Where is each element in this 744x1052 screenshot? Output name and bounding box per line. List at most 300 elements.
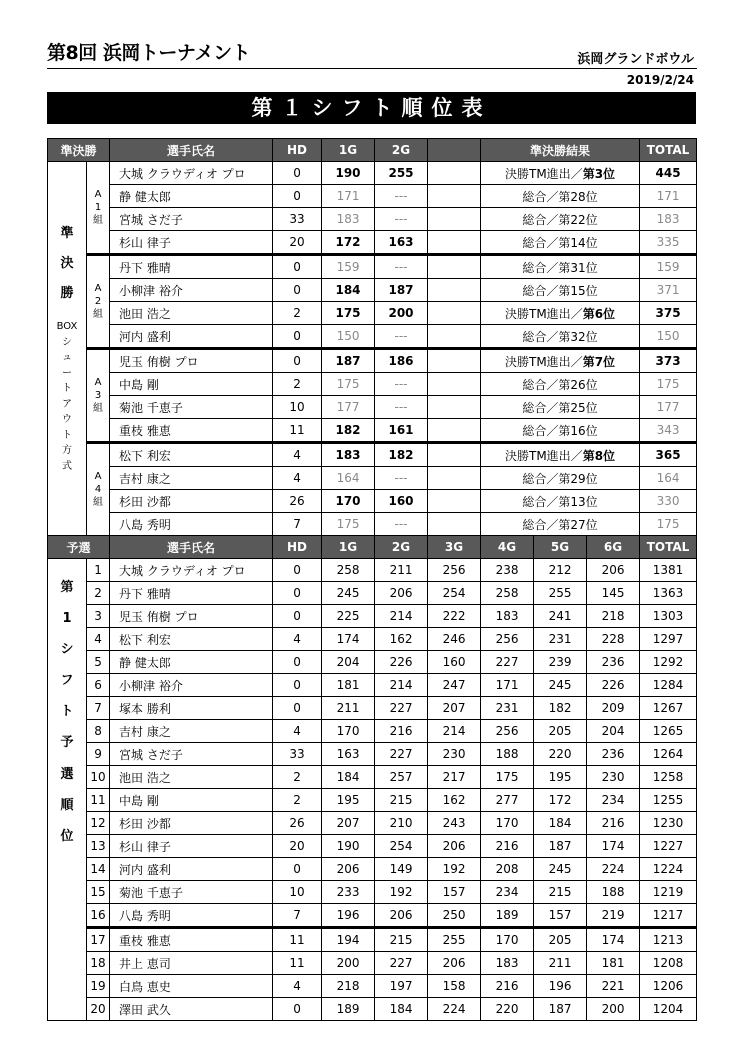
game-score: 184 xyxy=(322,766,375,789)
header-divider xyxy=(47,68,697,69)
result-text: 総合／第28位 xyxy=(522,189,598,204)
tournament-title: 第8回 浜岡トーナメント xyxy=(47,42,251,64)
game-score: 207 xyxy=(428,697,481,720)
game-score: 257 xyxy=(375,766,428,789)
handicap: 4 xyxy=(273,467,322,490)
game-score: 231 xyxy=(481,697,534,720)
group-label-char: 組 xyxy=(93,497,103,508)
semi-result xyxy=(481,419,640,443)
prelim-header-cell: 1G xyxy=(322,536,375,559)
semi-result xyxy=(481,279,640,302)
game-score: 219 xyxy=(587,904,640,928)
prelim-row xyxy=(48,928,697,952)
game-score: 227 xyxy=(375,743,428,766)
prelim-row xyxy=(48,559,697,582)
game-1-score: 164 xyxy=(322,467,375,490)
blank-cell xyxy=(428,162,481,185)
game-score: 157 xyxy=(534,904,587,928)
semi-total: 371 xyxy=(640,279,697,302)
game-score: 206 xyxy=(375,904,428,928)
prelim-total: 1224 xyxy=(640,858,697,881)
event-date: 2019/2/24 xyxy=(626,73,694,87)
prelim-row xyxy=(48,628,697,651)
game-score: 145 xyxy=(587,582,640,605)
blank-cell xyxy=(428,490,481,513)
game-score: 256 xyxy=(481,628,534,651)
semi-format-char: ー xyxy=(62,367,72,379)
game-score: 250 xyxy=(428,904,481,928)
semi-header-hd: HD xyxy=(273,139,322,162)
game-2-score: 187 xyxy=(375,279,428,302)
game-score: 254 xyxy=(428,582,481,605)
handicap: 0 xyxy=(273,255,322,279)
prelim-total: 1255 xyxy=(640,789,697,812)
rank-number: 14 xyxy=(87,858,110,881)
player-name: 杉山 律子 xyxy=(110,231,273,255)
semi-total: 175 xyxy=(640,513,697,536)
game-score: 160 xyxy=(428,651,481,674)
prelim-total: 1363 xyxy=(640,582,697,605)
semi-row xyxy=(48,490,697,513)
player-name: 井上 恵司 xyxy=(110,952,273,975)
handicap: 20 xyxy=(273,231,322,255)
game-score: 149 xyxy=(375,858,428,881)
prelim-side-char: シ xyxy=(60,642,74,658)
game-score: 234 xyxy=(481,881,534,904)
game-score: 204 xyxy=(587,720,640,743)
group-label-char: 3 xyxy=(94,390,102,401)
game-score: 217 xyxy=(428,766,481,789)
blank-cell xyxy=(428,255,481,279)
handicap: 0 xyxy=(273,185,322,208)
blank-cell xyxy=(428,467,481,490)
prelim-header-cell: 4G xyxy=(481,536,534,559)
game-1-score: 175 xyxy=(322,513,375,536)
handicap: 0 xyxy=(273,998,322,1021)
semi-header-total: TOTAL xyxy=(640,139,697,162)
game-2-score: --- xyxy=(375,467,428,490)
player-name: 大城 クラウディオ プロ xyxy=(110,162,273,185)
game-score: 172 xyxy=(534,789,587,812)
handicap: 26 xyxy=(273,490,322,513)
game-2-score: 161 xyxy=(375,419,428,443)
semi-total: 175 xyxy=(640,373,697,396)
rank-number: 12 xyxy=(87,812,110,835)
game-score: 184 xyxy=(375,998,428,1021)
handicap: 20 xyxy=(273,835,322,858)
game-score: 221 xyxy=(587,975,640,998)
game-score: 231 xyxy=(534,628,587,651)
game-score: 211 xyxy=(322,697,375,720)
semi-total: 373 xyxy=(640,349,697,373)
prelim-total: 1208 xyxy=(640,952,697,975)
handicap: 0 xyxy=(273,582,322,605)
player-name: 杉山 律子 xyxy=(110,835,273,858)
game-2-score: 186 xyxy=(375,349,428,373)
handicap: 10 xyxy=(273,881,322,904)
game-score: 187 xyxy=(534,998,587,1021)
game-score: 226 xyxy=(375,651,428,674)
game-score: 277 xyxy=(481,789,534,812)
prelim-total: 1267 xyxy=(640,697,697,720)
rank-number: 18 xyxy=(87,952,110,975)
game-score: 188 xyxy=(481,743,534,766)
game-score: 245 xyxy=(322,582,375,605)
blank-cell xyxy=(428,208,481,231)
game-score: 236 xyxy=(587,651,640,674)
player-name: 重枝 雅恵 xyxy=(110,419,273,443)
result-text: 総合／第32位 xyxy=(522,329,598,344)
prelim-header-cell: 5G xyxy=(534,536,587,559)
semi-row xyxy=(48,349,697,373)
game-score: 247 xyxy=(428,674,481,697)
game-score: 245 xyxy=(534,674,587,697)
semi-row xyxy=(48,373,697,396)
game-2-score: 160 xyxy=(375,490,428,513)
prelim-total: 1284 xyxy=(640,674,697,697)
game-score: 218 xyxy=(587,605,640,628)
prelim-row xyxy=(48,952,697,975)
result-rank: 第7位 xyxy=(582,354,616,369)
game-score: 170 xyxy=(481,812,534,835)
handicap: 0 xyxy=(273,559,322,582)
prelim-side-label xyxy=(48,559,87,1021)
game-2-score: --- xyxy=(375,255,428,279)
game-score: 162 xyxy=(375,628,428,651)
game-score: 246 xyxy=(428,628,481,651)
game-2-score: --- xyxy=(375,396,428,419)
prelim-total: 1206 xyxy=(640,975,697,998)
rank-number: 1 xyxy=(87,559,110,582)
handicap: 11 xyxy=(273,952,322,975)
handicap: 2 xyxy=(273,766,322,789)
game-score: 174 xyxy=(587,835,640,858)
game-score: 157 xyxy=(428,881,481,904)
semi-row xyxy=(48,419,697,443)
player-name: 河内 盛利 xyxy=(110,325,273,349)
prelim-header-cell: 3G xyxy=(428,536,481,559)
handicap: 4 xyxy=(273,443,322,467)
venue-name: 浜岡グランドボウル xyxy=(577,52,694,67)
game-score: 207 xyxy=(322,812,375,835)
semi-total: 343 xyxy=(640,419,697,443)
game-2-score: --- xyxy=(375,185,428,208)
game-score: 188 xyxy=(587,881,640,904)
game-score: 216 xyxy=(481,975,534,998)
prelim-row xyxy=(48,720,697,743)
game-2-score: 163 xyxy=(375,231,428,255)
game-1-score: 175 xyxy=(322,302,375,325)
game-1-score: 187 xyxy=(322,349,375,373)
game-score: 227 xyxy=(375,952,428,975)
result-text: 総合／第13位 xyxy=(522,494,598,509)
rank-number: 20 xyxy=(87,998,110,1021)
game-score: 192 xyxy=(375,881,428,904)
prelim-row xyxy=(48,674,697,697)
game-1-score: 159 xyxy=(322,255,375,279)
semi-result xyxy=(481,208,640,231)
semi-result xyxy=(481,185,640,208)
prelim-total: 1217 xyxy=(640,904,697,928)
prelim-row xyxy=(48,605,697,628)
handicap: 0 xyxy=(273,674,322,697)
game-1-score: 182 xyxy=(322,419,375,443)
game-score: 245 xyxy=(534,858,587,881)
game-score: 206 xyxy=(428,835,481,858)
semi-header-name: 選手氏名 xyxy=(110,139,273,162)
rank-number: 8 xyxy=(87,720,110,743)
blank-cell xyxy=(428,231,481,255)
result-text: 総合／第31位 xyxy=(522,260,598,275)
semi-header-row xyxy=(48,139,697,162)
page-banner: 第１シフト順位表 xyxy=(47,92,696,124)
semi-format-char: 式 xyxy=(62,460,72,472)
handicap: 0 xyxy=(273,858,322,881)
rank-number: 2 xyxy=(87,582,110,605)
game-score: 205 xyxy=(534,928,587,952)
semi-row xyxy=(48,396,697,419)
rank-number: 7 xyxy=(87,697,110,720)
game-score: 220 xyxy=(481,998,534,1021)
game-1-score: 171 xyxy=(322,185,375,208)
game-2-score: --- xyxy=(375,513,428,536)
game-score: 258 xyxy=(481,582,534,605)
game-score: 216 xyxy=(481,835,534,858)
game-score: 256 xyxy=(428,559,481,582)
prelim-side-char: 第 xyxy=(60,580,74,595)
prelim-side-char: 予 xyxy=(60,735,74,751)
semi-side-char: 準 xyxy=(60,225,74,241)
game-score: 225 xyxy=(322,605,375,628)
game-score: 230 xyxy=(428,743,481,766)
player-name: 澤田 武久 xyxy=(110,998,273,1021)
game-score: 214 xyxy=(375,674,428,697)
player-name: 大城 クラウディオ プロ xyxy=(110,559,273,582)
semi-total: 177 xyxy=(640,396,697,419)
game-1-score: 190 xyxy=(322,162,375,185)
game-score: 239 xyxy=(534,651,587,674)
game-score: 230 xyxy=(587,766,640,789)
semi-result xyxy=(481,513,640,536)
prelim-header-cell: 選手氏名 xyxy=(110,536,273,559)
rank-number: 19 xyxy=(87,975,110,998)
semi-side-char: 決 xyxy=(60,255,74,271)
game-score: 215 xyxy=(375,928,428,952)
result-text: 総合／第26位 xyxy=(522,377,598,392)
game-score: 175 xyxy=(481,766,534,789)
game-score: 258 xyxy=(322,559,375,582)
group-label-char: 組 xyxy=(93,403,103,414)
game-score: 183 xyxy=(481,605,534,628)
result-text: 総合／第25位 xyxy=(522,400,598,415)
game-1-score: 172 xyxy=(322,231,375,255)
game-score: 163 xyxy=(322,743,375,766)
handicap: 0 xyxy=(273,697,322,720)
game-score: 204 xyxy=(322,651,375,674)
result-text: 決勝TM進出／ xyxy=(505,354,583,369)
semi-total: 183 xyxy=(640,208,697,231)
game-score: 183 xyxy=(481,952,534,975)
semi-row xyxy=(48,255,697,279)
game-2-score: 182 xyxy=(375,443,428,467)
semi-result xyxy=(481,302,640,325)
player-name: 菊池 千恵子 xyxy=(110,396,273,419)
handicap: 0 xyxy=(273,605,322,628)
semi-total: 445 xyxy=(640,162,697,185)
game-score: 171 xyxy=(481,674,534,697)
handicap: 11 xyxy=(273,419,322,443)
result-rank: 第6位 xyxy=(582,306,616,321)
semi-side-char: 勝 xyxy=(60,286,74,302)
game-score: 216 xyxy=(375,720,428,743)
handicap: 11 xyxy=(273,928,322,952)
result-text: 決勝TM進出／ xyxy=(505,306,583,321)
semi-result xyxy=(481,396,640,419)
prelim-row xyxy=(48,582,697,605)
semi-format-char: BOX xyxy=(56,321,78,333)
semi-total: 335 xyxy=(640,231,697,255)
game-score: 241 xyxy=(534,605,587,628)
blank-cell xyxy=(428,279,481,302)
result-text: 決勝TM進出／ xyxy=(505,166,583,181)
player-name: 池田 浩之 xyxy=(110,766,273,789)
semi-result xyxy=(481,325,640,349)
player-name: 丹下 雅晴 xyxy=(110,255,273,279)
player-name: 池田 浩之 xyxy=(110,302,273,325)
game-score: 234 xyxy=(587,789,640,812)
result-text: 総合／第27位 xyxy=(522,517,598,532)
semi-row xyxy=(48,162,697,185)
semi-result xyxy=(481,467,640,490)
group-label-char: 組 xyxy=(93,215,103,226)
game-score: 216 xyxy=(587,812,640,835)
game-score: 214 xyxy=(428,720,481,743)
semi-header-result: 準決勝結果 xyxy=(481,139,640,162)
prelim-side-char: 1 xyxy=(62,611,72,627)
blank-cell xyxy=(428,419,481,443)
game-score: 206 xyxy=(428,952,481,975)
prelim-row xyxy=(48,998,697,1021)
prelim-total: 1204 xyxy=(640,998,697,1021)
game-score: 214 xyxy=(375,605,428,628)
rank-number: 9 xyxy=(87,743,110,766)
game-score: 215 xyxy=(375,789,428,812)
semi-row xyxy=(48,185,697,208)
semi-format-char: ト xyxy=(62,383,72,395)
player-name: 松下 利宏 xyxy=(110,443,273,467)
semi-result xyxy=(481,162,640,185)
rank-number: 5 xyxy=(87,651,110,674)
blank-cell xyxy=(428,513,481,536)
game-score: 256 xyxy=(481,720,534,743)
prelim-side-char: ト xyxy=(60,704,74,720)
player-name: 重枝 雅恵 xyxy=(110,928,273,952)
game-1-score: 183 xyxy=(322,208,375,231)
semi-row xyxy=(48,513,697,536)
prelim-row xyxy=(48,858,697,881)
game-score: 192 xyxy=(428,858,481,881)
semi-result xyxy=(481,443,640,467)
group-label xyxy=(87,162,110,255)
prelim-total: 1219 xyxy=(640,881,697,904)
player-name: 杉田 沙都 xyxy=(110,490,273,513)
game-score: 182 xyxy=(534,697,587,720)
group-label-char: 4 xyxy=(94,484,102,495)
prelim-header-cell: 6G xyxy=(587,536,640,559)
player-name: 松下 利宏 xyxy=(110,628,273,651)
game-score: 210 xyxy=(375,812,428,835)
game-score: 226 xyxy=(587,674,640,697)
rank-number: 15 xyxy=(87,881,110,904)
blank-cell xyxy=(428,373,481,396)
game-score: 170 xyxy=(481,928,534,952)
handicap: 4 xyxy=(273,720,322,743)
semi-result xyxy=(481,490,640,513)
game-score: 206 xyxy=(587,559,640,582)
handicap: 4 xyxy=(273,975,322,998)
player-name: 塚本 勝利 xyxy=(110,697,273,720)
game-score: 158 xyxy=(428,975,481,998)
handicap: 33 xyxy=(273,743,322,766)
player-name: 八島 秀明 xyxy=(110,513,273,536)
prelim-total: 1381 xyxy=(640,559,697,582)
semi-total: 330 xyxy=(640,490,697,513)
game-score: 233 xyxy=(322,881,375,904)
result-text: 総合／第15位 xyxy=(522,283,598,298)
handicap: 0 xyxy=(273,162,322,185)
rank-number: 16 xyxy=(87,904,110,928)
game-score: 200 xyxy=(587,998,640,1021)
game-score: 224 xyxy=(428,998,481,1021)
game-score: 254 xyxy=(375,835,428,858)
game-score: 181 xyxy=(587,952,640,975)
semi-format-char: ウ xyxy=(62,414,72,426)
prelim-row xyxy=(48,789,697,812)
results-table xyxy=(47,138,697,1021)
game-score: 227 xyxy=(375,697,428,720)
handicap: 0 xyxy=(273,325,322,349)
game-score: 224 xyxy=(587,858,640,881)
prelim-header-row xyxy=(48,536,697,559)
prelim-row xyxy=(48,975,697,998)
player-name: 八島 秀明 xyxy=(110,904,273,928)
game-score: 174 xyxy=(587,928,640,952)
prelim-header-label: 予選 xyxy=(48,536,110,559)
game-score: 206 xyxy=(322,858,375,881)
semi-result xyxy=(481,255,640,279)
prelim-row xyxy=(48,766,697,789)
result-text: 総合／第22位 xyxy=(522,212,598,227)
prelim-total: 1292 xyxy=(640,651,697,674)
semi-row xyxy=(48,467,697,490)
prelim-header-cell: HD xyxy=(273,536,322,559)
handicap: 2 xyxy=(273,789,322,812)
blank-cell xyxy=(428,325,481,349)
rank-number: 10 xyxy=(87,766,110,789)
prelim-header-cell: 2G xyxy=(375,536,428,559)
game-score: 194 xyxy=(322,928,375,952)
game-2-score: 255 xyxy=(375,162,428,185)
handicap: 7 xyxy=(273,904,322,928)
semi-format-char: シ xyxy=(62,336,72,348)
semi-result xyxy=(481,373,640,396)
prelim-side-char: 順 xyxy=(60,797,74,813)
player-name: 児玉 侑樹 プロ xyxy=(110,605,273,628)
game-score: 255 xyxy=(534,582,587,605)
game-1-score: 170 xyxy=(322,490,375,513)
prelim-total: 1265 xyxy=(640,720,697,743)
semi-header-g2: 2G xyxy=(375,139,428,162)
